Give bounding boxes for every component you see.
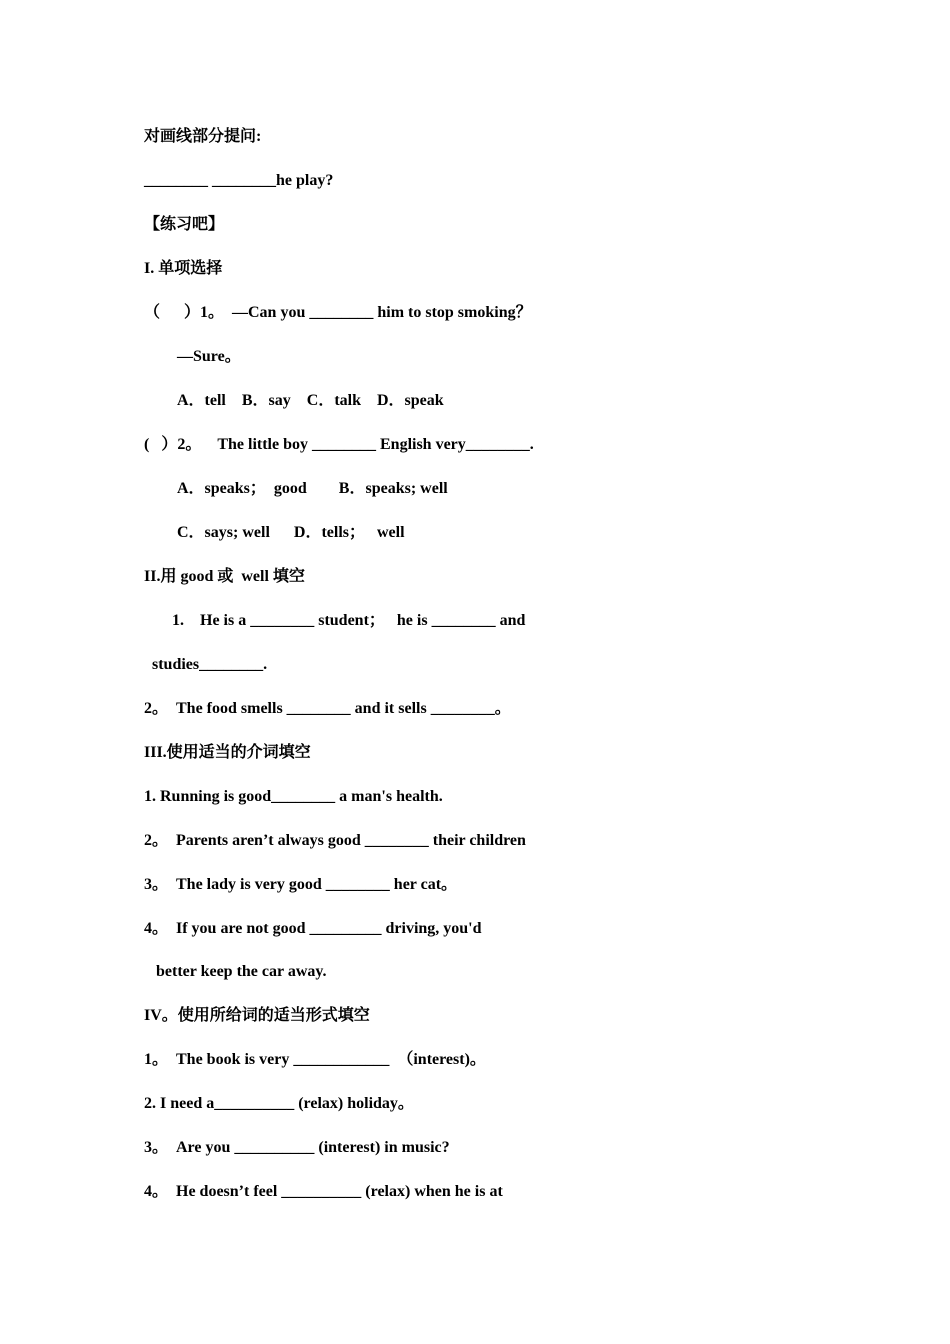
mc-question-1-options: A．tell B．say C．talk D．speak xyxy=(177,392,444,409)
question-blank-line: ________ ________he play? xyxy=(144,172,334,189)
fill-question-1-continued: studies________. xyxy=(152,656,268,673)
word-form-question-3: 3。 Are you __________ (interest) in music? xyxy=(144,1139,450,1156)
preposition-question-2: 2。 Parents aren’t always good ________ their children xyxy=(144,832,526,849)
word-form-question-1: 1。 The book is very ____________ （interest)。 xyxy=(144,1051,486,1068)
section-1-heading: I. 单项选择 xyxy=(144,260,223,277)
mc-question-1-reply: —Sure。 xyxy=(177,348,241,365)
practice-heading: 【练习吧】 xyxy=(144,216,225,233)
fill-question-2: 2。 The food smells ________ and it sells ________。 xyxy=(144,700,511,717)
word-form-question-4: 4。 He doesn’t feel __________ (relax) when he is at xyxy=(144,1183,503,1200)
section-2-heading: II.用 good 或 well 填空 xyxy=(144,568,305,585)
preposition-question-4-continued: better keep the car away. xyxy=(156,963,327,980)
mc-question-2-options-cd: C．says; well D．tells； well xyxy=(177,524,405,541)
preposition-question-1: 1. Running is good________ a man's health. xyxy=(144,788,443,805)
mc-question-2: ( ）2。 The little boy ________ English very________. xyxy=(144,436,534,453)
section-3-heading: III.使用适当的介词填空 xyxy=(144,744,311,761)
mc-question-1: （ ）1。 —Can you ________ him to stop smoking？ xyxy=(144,304,532,321)
preposition-question-4: 4。 If you are not good _________ driving, you'd xyxy=(144,920,482,937)
word-form-question-2: 2. I need a__________ (relax) holiday。 xyxy=(144,1095,414,1112)
mc-question-2-options-ab: A．speaks； good B．speaks; well xyxy=(177,480,448,497)
fill-question-1: 1. He is a ________ student； he is ________ and xyxy=(172,612,526,629)
preposition-question-3: 3。 The lady is very good ________ her cat。 xyxy=(144,876,458,893)
section-4-heading: IV。使用所给词的适当形式填空 xyxy=(144,1007,370,1024)
question-instruction: 对画线部分提问: xyxy=(144,128,262,145)
